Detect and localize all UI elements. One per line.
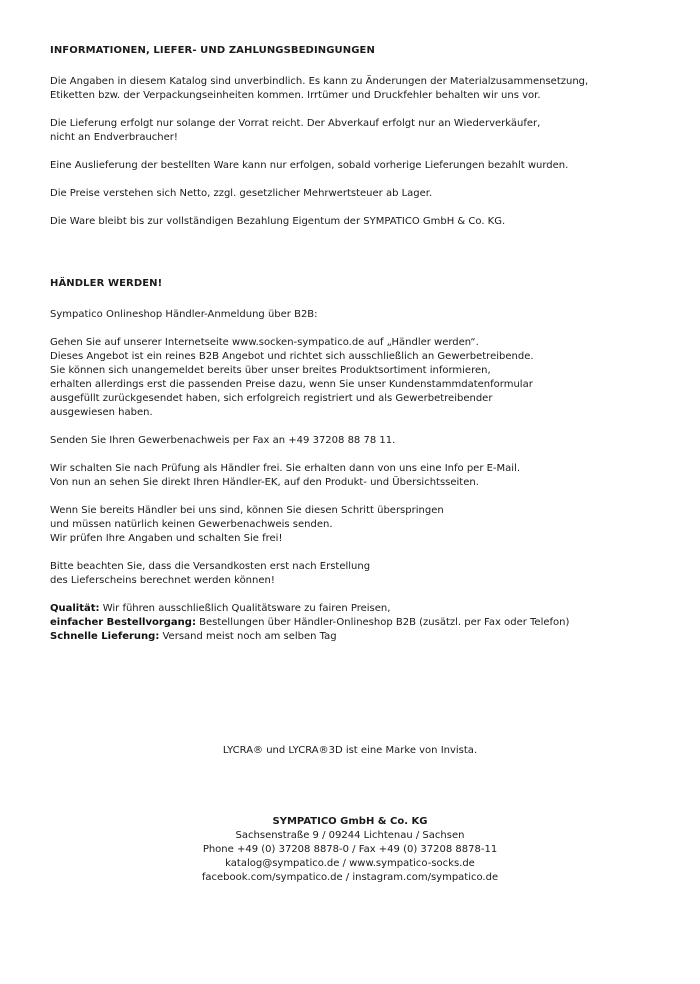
terms-heading: INFORMATIONEN, LIEFER- UND ZAHLUNGSBEDINGUNGEN	[50, 45, 375, 56]
feature-text: Bestellungen über Händler-Onlineshop B2B (zusätzl. per Fax oder Telefon)	[195, 617, 570, 628]
terms-paragraph: Eine Auslieferung der bestellten Ware kann nur erfolgen, sobald vorherige Lieferungen bezahlt wurden.	[50, 160, 569, 171]
feature-delivery	[50, 630, 670, 644]
terms-paragraph: Die Angaben in diesem Katalog sind unverbindlich. Es kann zu Änderungen der Materialzusammensetzung, Etiketten bzw. der Verpackungseinheiten kommen. Irrtümer und Druckfehler behalten wir uns vor.	[50, 76, 589, 101]
feature-text: Wir führen ausschließlich Qualitätsware zu fairen Preisen,	[99, 603, 391, 614]
dealer-paragraph: Gehen Sie auf unserer Internetseite www.socken-sympatico.de auf „Händler werden“. Dieses Angebot ist ein reines B2B Angebot und richtet sich ausschließlich an Gewerbetreibende. Sie können sich unangemeldet bereits über unser breites Produktsortiment informieren, erhalten allerdings erst die passenden Preise dazu, wenn Sie unser Kundenstammdatenformular ausgefüllt zurückgesendet haben, sich erfolgreich registriert und als Gewerbetreibender ausgewiesen haben.	[50, 337, 534, 418]
terms-paragraph: Die Ware bleibt bis zur vollständigen Bezahlung Eigentum der SYMPATICO GmbH & Co. KG.	[50, 216, 506, 227]
company-phone-fax: Phone +49 (0) 37208 8878-0 / Fax +49 (0) 37208 8878-11	[202, 844, 498, 855]
company-address: Sachsenstraße 9 / 09244 Lichtenau / Sachsen	[235, 830, 465, 841]
dealer-paragraph: Sympatico Onlineshop Händler-Anmeldung über B2B:	[50, 309, 318, 320]
dealer-paragraph: Senden Sie Ihren Gewerbenachweis per Fax an +49 37208 88 78 11.	[50, 435, 396, 446]
feature-ordering	[50, 616, 670, 630]
feature-quality	[50, 602, 670, 616]
dealer-paragraph: Bitte beachten Sie, dass die Versandkosten erst nach Erstellung des Lieferscheins berechnet werden können!	[50, 561, 371, 586]
company-social: facebook.com/sympatico.de / instagram.com/sympatico.de	[201, 872, 499, 883]
terms-section	[50, 44, 670, 243]
company-block	[0, 815, 700, 885]
company-name: SYMPATICO GmbH & Co. KG	[272, 816, 428, 827]
dealer-paragraph: Wenn Sie bereits Händler bei uns sind, können Sie diesen Schritt überspringen und müssen natürlich keinen Gewerbenachweis senden. Wir prüfen Ihre Angaben und schalten Sie frei!	[50, 505, 444, 544]
terms-paragraph: Die Lieferung erfolgt nur solange der Vorrat reicht. Der Abverkauf erfolgt nur an Wiederverkäufer, nicht an Endverbraucher!	[50, 118, 541, 143]
trademark-note: LYCRA® und LYCRA®3D ist eine Marke von Invista.	[222, 745, 478, 756]
dealer-paragraph: Wir schalten Sie nach Prüfung als Händler frei. Sie erhalten dann von uns eine Info per E-Mail. Von nun an sehen Sie direkt Ihren Händler-EK, auf den Produkt- und Übersichtsseiten.	[50, 463, 521, 488]
company-email-web: katalog@sympatico.de / www.sympatico-socks.de	[225, 858, 475, 869]
terms-paragraph: Die Preise verstehen sich Netto, zzgl. gesetzlicher Mehrwertsteuer ab Lager.	[50, 188, 433, 199]
dealer-heading: HÄNDLER WERDEN!	[50, 278, 163, 289]
feature-label: Qualität:	[50, 603, 100, 614]
feature-text: Versand meist noch am selben Tag	[159, 631, 337, 642]
feature-label: einfacher Bestellvorgang:	[50, 617, 196, 628]
dealer-section	[50, 277, 670, 644]
feature-label: Schnelle Lieferung:	[50, 631, 160, 642]
